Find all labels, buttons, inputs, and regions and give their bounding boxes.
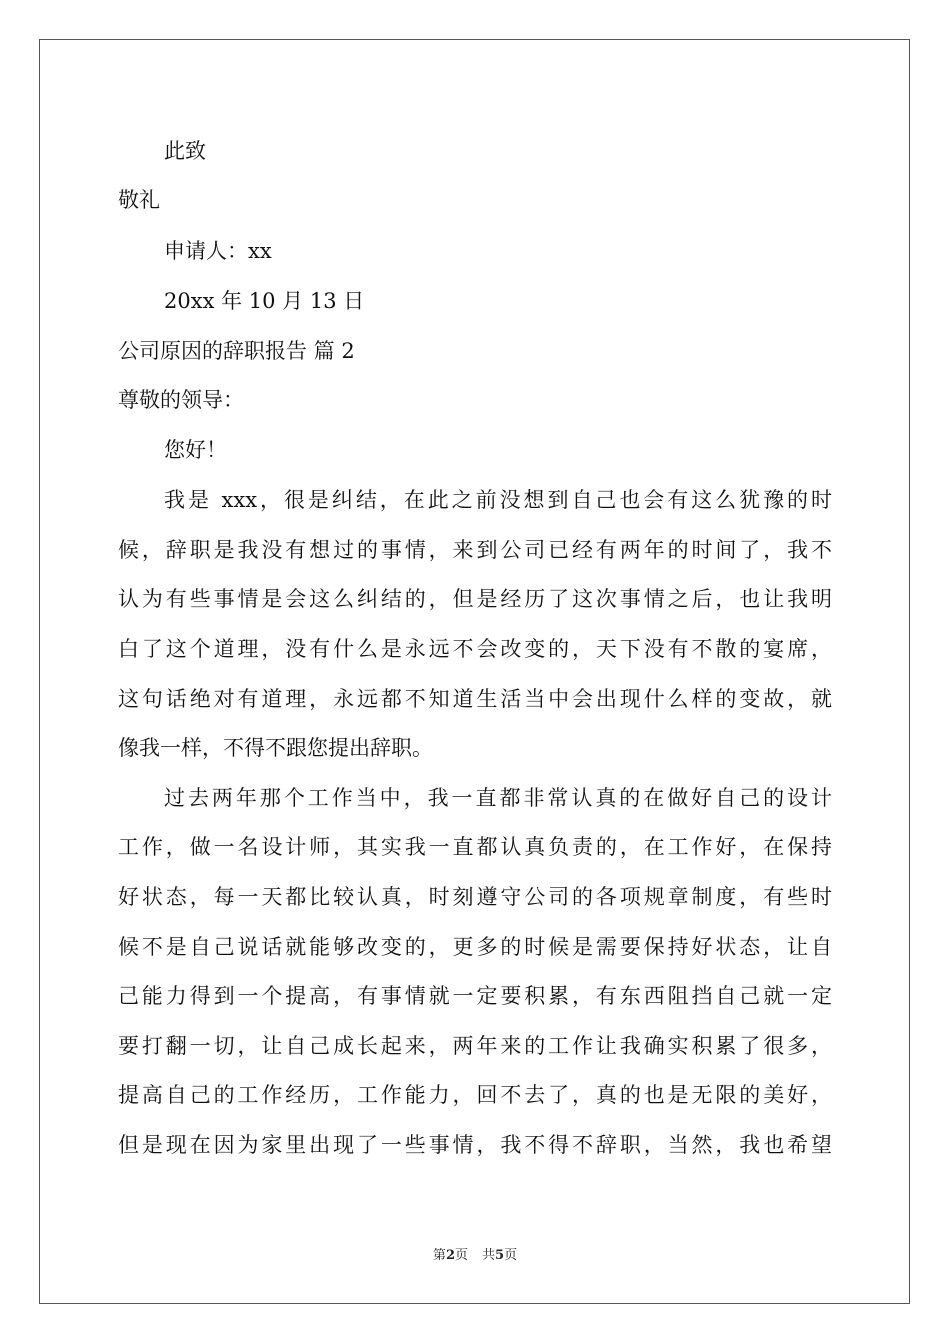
page-border	[39, 39, 910, 1304]
paragraph-1-line-5: 这句话绝对有道理，永远都不知道生活当中会出现什么样的变故，就	[118, 687, 832, 711]
applicant-text: 申请人：xx	[164, 239, 272, 263]
closing-text: 此致	[164, 139, 206, 163]
paragraph-1-line-3: 认为有些事情是会这么纠结的，但是经历了这次事情之后，也让我明	[118, 587, 832, 611]
page-total: 5	[495, 1248, 505, 1263]
paragraph-1-line-4: 白了这个道理，没有什么是永远不会改变的，天下没有不散的宴席，	[118, 637, 832, 661]
paragraph-2-line-3: 好状态，每一天都比较认真，时刻遵守公司的各项规章制度，有些时	[118, 885, 832, 909]
paragraph-2-line-7: 提高自己的工作经历，工作能力，回不去了，真的也是无限的美好，	[118, 1083, 832, 1107]
salutation-close-text: 敬礼	[118, 188, 160, 212]
section-title: 公司原因的辞职报告 篇 2	[118, 339, 355, 363]
paragraph-2-line-5: 己能力得到一个提高，有事情就一定要积累，有东西阻挡自己就一定	[118, 984, 832, 1008]
total-prefix: 共	[482, 1248, 496, 1263]
total-suffix: 页	[504, 1248, 518, 1263]
paragraph-1-line-1: 我是 xxx，很是纠结，在此之前没想到自己也会有这么犹豫的时	[164, 488, 832, 512]
paragraph-2-line-4: 候不是自己说话就能够改变的，更多的时候是需要保持好状态，让自	[118, 935, 832, 959]
hello-text: 您好！	[164, 438, 227, 462]
date-text: 20xx 年 10 月 13 日	[164, 289, 365, 313]
paragraph-2-line-6: 要打翻一切，让自己成长起来，两年来的工作让我确实积累了很多，	[118, 1034, 832, 1058]
page-current: 2	[445, 1248, 455, 1263]
paragraph-2-line-1: 过去两年那个工作当中，我一直都非常认真的在做好自己的设计	[164, 786, 832, 810]
paragraph-2-line-2: 工作，做一名设计师，其实我一直都认真负责的，在工作好，在保持	[118, 835, 832, 859]
greeting-text: 尊敬的领导：	[118, 388, 244, 412]
page-number-footer	[0, 1247, 950, 1265]
page-suffix: 页	[454, 1248, 468, 1263]
paragraph-1-line-6: 像我一样，不得不跟您提出辞职。	[118, 736, 433, 760]
paragraph-1-line-2: 候，辞职是我没有想过的事情，来到公司已经有两年的时间了，我不	[118, 538, 832, 562]
paragraph-2-line-8: 但是现在因为家里出现了一些事情，我不得不辞职，当然，我也希望	[118, 1133, 832, 1157]
page-prefix: 第	[432, 1248, 446, 1263]
